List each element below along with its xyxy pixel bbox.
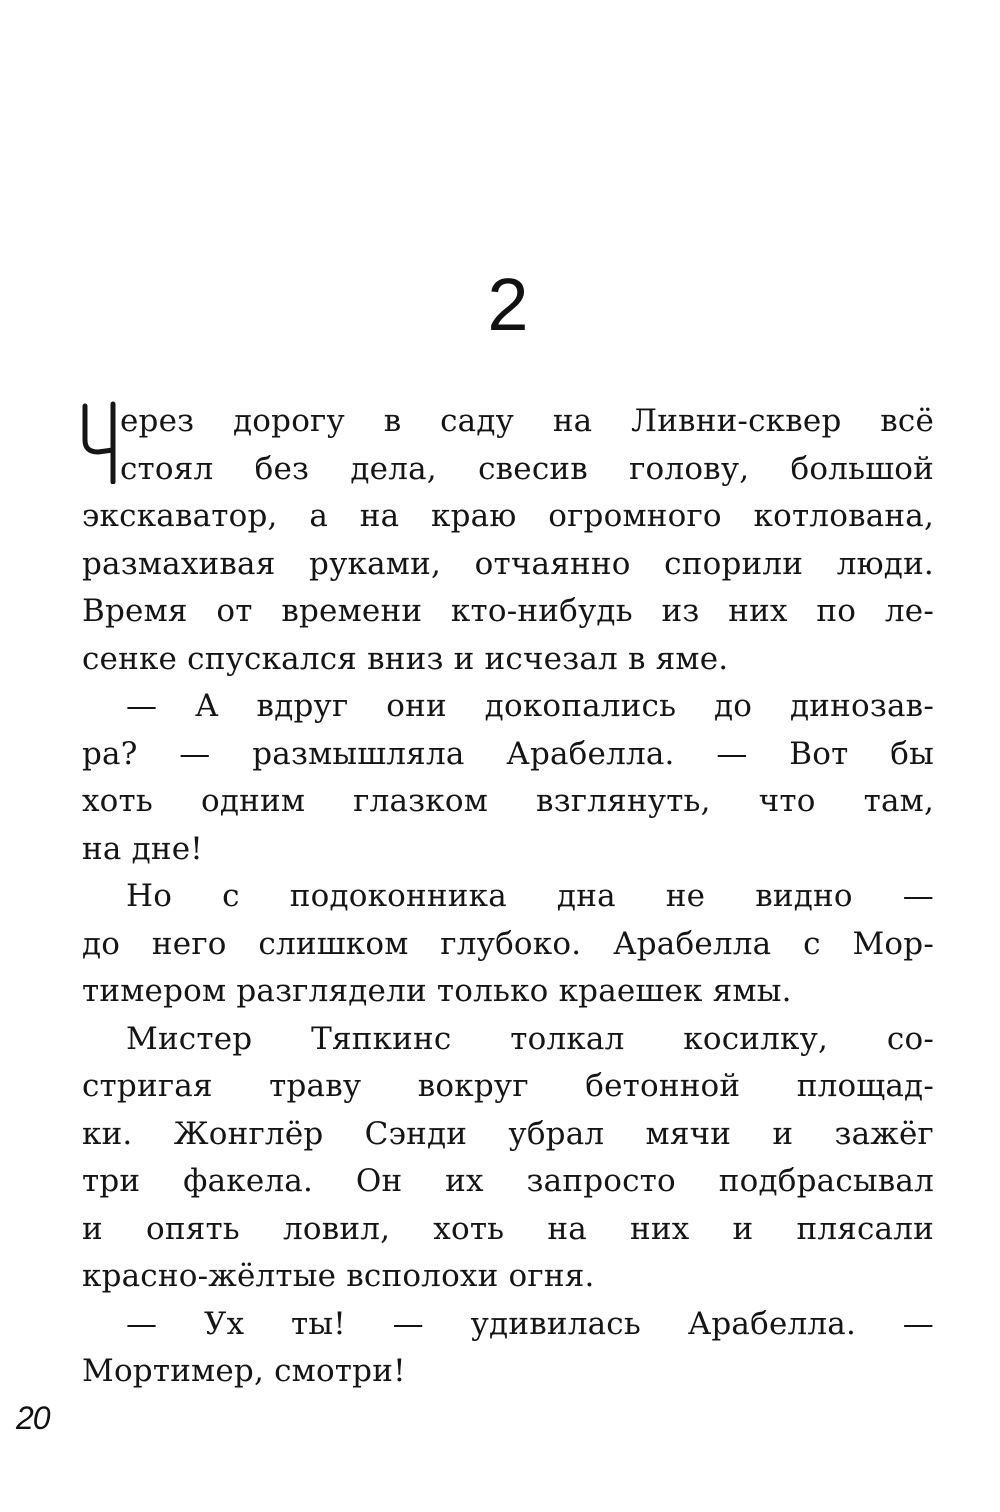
text-line: размахивая руками, отчаянно спорили люди.	[82, 545, 934, 582]
page-number: 20	[16, 1400, 50, 1436]
text-line: на дне!	[82, 830, 203, 867]
text-line: стригая траву вокруг бетонной площад-	[82, 1068, 934, 1104]
text-line: Но с подоконника дна не видно —	[126, 878, 934, 914]
text-line: тимером разглядели только краешек ямы.	[82, 973, 792, 1009]
text-line: ра? — размышляла Арабелла. — Вот бы	[82, 735, 934, 772]
text-line: и опять ловил, хоть на них и плясали	[82, 1210, 934, 1247]
text-line: ки. Жонглёр Сэнди убрал мячи и зажёг	[82, 1115, 934, 1152]
text-line: Время от времени кто-нибудь из них по ле-	[82, 593, 934, 629]
text-line: — А вдруг они докопались до динозав-	[126, 688, 934, 724]
drop-cap-letter	[80, 400, 118, 484]
text-line: экскаватор, а на краю огромного котлована,	[82, 498, 934, 534]
text-line: — Ух ты! — удивилась Арабелла. —	[126, 1305, 934, 1342]
chapter-number: 2	[487, 263, 529, 346]
text-line: хоть одним глазком взглянуть, что там,	[82, 783, 934, 819]
text-line: Мистер Тяпкинс толкал косилку, со-	[126, 1020, 934, 1057]
chapter-text	[82, 398, 934, 1396]
text-line: сенке спускался вниз и исчезал в яме.	[82, 640, 729, 677]
text-line: красно-жёлтые всполохи огня.	[82, 1258, 595, 1294]
text-line: стоял без дела, свесив голову, большой	[120, 450, 934, 487]
text-line: ерез дорогу в саду на Ливни-сквер всё	[120, 403, 934, 439]
text-line: до него слишком глубоко. Арабелла с Мор-	[82, 925, 934, 962]
text-line: Мортимер, смотри!	[82, 1353, 406, 1389]
text-line: три факела. Он их запросто подбрасывал	[82, 1163, 934, 1199]
